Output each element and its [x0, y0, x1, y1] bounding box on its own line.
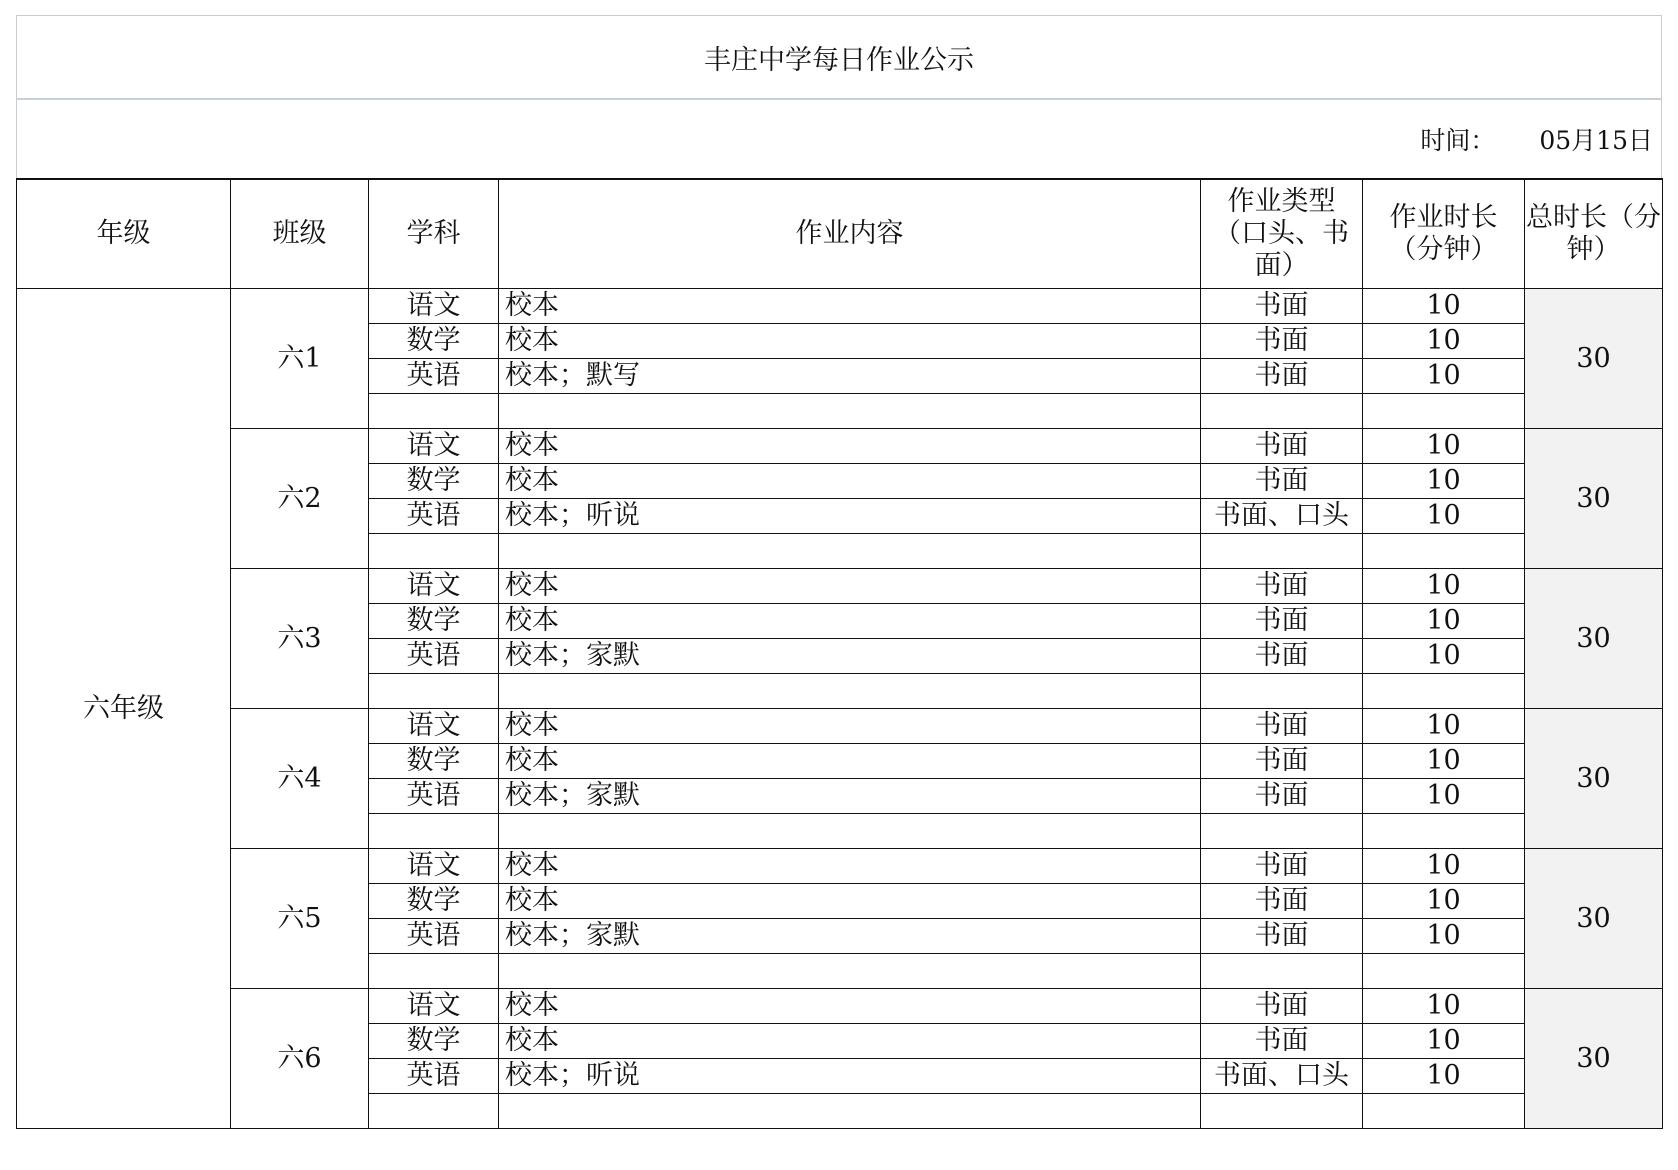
subject-cell: 数学	[369, 884, 499, 919]
type-cell: 书面	[1201, 744, 1363, 779]
content-cell: 校本	[499, 744, 1201, 779]
homework-table	[16, 178, 1663, 1129]
content-cell: 校本	[499, 429, 1201, 464]
total-cell: 30	[1525, 849, 1663, 989]
type-cell: 书面	[1201, 289, 1363, 324]
subject-cell	[369, 674, 499, 709]
header-row	[17, 179, 1663, 289]
duration-cell	[1363, 814, 1525, 849]
subject-cell: 语文	[369, 849, 499, 884]
class-cell: 六6	[231, 989, 369, 1129]
table-row	[17, 429, 1663, 464]
class-cell: 六4	[231, 709, 369, 849]
subject-cell: 数学	[369, 464, 499, 499]
content-cell: 校本	[499, 989, 1201, 1024]
content-cell: 校本；听说	[499, 1059, 1201, 1094]
header-total: 总时长（分钟）	[1525, 179, 1663, 289]
content-cell: 校本	[499, 324, 1201, 359]
duration-cell: 10	[1363, 989, 1525, 1024]
subject-cell: 数学	[369, 324, 499, 359]
header-type: 作业类型（口头、书面）	[1201, 179, 1363, 289]
duration-cell: 10	[1363, 884, 1525, 919]
duration-cell	[1363, 954, 1525, 989]
type-cell: 书面	[1201, 464, 1363, 499]
subject-cell: 英语	[369, 919, 499, 954]
type-cell	[1201, 394, 1363, 429]
table-row	[17, 849, 1663, 884]
duration-cell	[1363, 1094, 1525, 1129]
duration-cell: 10	[1363, 1059, 1525, 1094]
subject-cell: 语文	[369, 709, 499, 744]
total-cell: 30	[1525, 569, 1663, 709]
content-cell: 校本	[499, 1024, 1201, 1059]
content-cell: 校本	[499, 464, 1201, 499]
content-cell	[499, 674, 1201, 709]
grade-cell: 六年级	[17, 289, 231, 1129]
type-cell: 书面	[1201, 359, 1363, 394]
subject-cell	[369, 1094, 499, 1129]
duration-cell: 10	[1363, 289, 1525, 324]
duration-cell: 10	[1363, 744, 1525, 779]
total-cell: 30	[1525, 989, 1663, 1129]
content-cell: 校本；家默	[499, 639, 1201, 674]
type-cell: 书面、口头	[1201, 1059, 1363, 1094]
subject-cell: 语文	[369, 289, 499, 324]
type-cell: 书面	[1201, 989, 1363, 1024]
subject-cell: 英语	[369, 499, 499, 534]
duration-cell: 10	[1363, 639, 1525, 674]
subject-cell	[369, 954, 499, 989]
homework-sheet	[16, 15, 1662, 1129]
subject-cell: 语文	[369, 429, 499, 464]
duration-cell: 10	[1363, 1024, 1525, 1059]
type-cell	[1201, 1094, 1363, 1129]
class-cell: 六3	[231, 569, 369, 709]
content-cell	[499, 954, 1201, 989]
duration-cell: 10	[1363, 849, 1525, 884]
subject-cell: 英语	[369, 779, 499, 814]
class-cell: 六5	[231, 849, 369, 989]
duration-cell: 10	[1363, 569, 1525, 604]
subject-cell	[369, 534, 499, 569]
type-cell: 书面	[1201, 919, 1363, 954]
header-content: 作业内容	[499, 179, 1201, 289]
content-cell: 校本；默写	[499, 359, 1201, 394]
subject-cell: 语文	[369, 989, 499, 1024]
subject-cell: 数学	[369, 744, 499, 779]
duration-cell	[1363, 394, 1525, 429]
subject-cell	[369, 814, 499, 849]
content-cell: 校本	[499, 569, 1201, 604]
content-cell	[499, 814, 1201, 849]
header-subject: 学科	[369, 179, 499, 289]
duration-cell: 10	[1363, 324, 1525, 359]
content-cell	[499, 1094, 1201, 1129]
table-row	[17, 989, 1663, 1024]
duration-cell: 10	[1363, 604, 1525, 639]
type-cell: 书面、口头	[1201, 499, 1363, 534]
subject-cell: 语文	[369, 569, 499, 604]
page-title-text: 丰庄中学每日作业公示	[704, 44, 974, 76]
type-cell	[1201, 534, 1363, 569]
duration-cell: 10	[1363, 709, 1525, 744]
content-cell: 校本	[499, 884, 1201, 919]
table-row	[17, 569, 1663, 604]
content-cell: 校本	[499, 849, 1201, 884]
class-cell: 六2	[231, 429, 369, 569]
duration-cell: 10	[1363, 499, 1525, 534]
type-cell: 书面	[1201, 849, 1363, 884]
content-cell: 校本	[499, 604, 1201, 639]
date-label: 时间：	[1420, 126, 1496, 155]
content-cell	[499, 394, 1201, 429]
date-row	[16, 100, 1662, 178]
date-value: 05月15日	[1539, 126, 1653, 155]
total-cell: 30	[1525, 709, 1663, 849]
content-cell: 校本；家默	[499, 919, 1201, 954]
page-title	[16, 15, 1662, 98]
type-cell: 书面	[1201, 709, 1363, 744]
total-cell: 30	[1525, 289, 1663, 429]
subject-cell: 英语	[369, 1059, 499, 1094]
header-duration: 作业时长（分钟）	[1363, 179, 1525, 289]
type-cell: 书面	[1201, 324, 1363, 359]
type-cell: 书面	[1201, 569, 1363, 604]
type-cell: 书面	[1201, 779, 1363, 814]
subject-cell: 英语	[369, 359, 499, 394]
content-cell	[499, 534, 1201, 569]
content-cell: 校本	[499, 709, 1201, 744]
type-cell: 书面	[1201, 604, 1363, 639]
class-cell: 六1	[231, 289, 369, 429]
content-cell: 校本；听说	[499, 499, 1201, 534]
header-class: 班级	[231, 179, 369, 289]
subject-cell	[369, 394, 499, 429]
content-cell: 校本	[499, 289, 1201, 324]
table-body	[17, 289, 1663, 1129]
table-row	[17, 289, 1663, 324]
type-cell: 书面	[1201, 1024, 1363, 1059]
content-cell: 校本；家默	[499, 779, 1201, 814]
type-cell	[1201, 674, 1363, 709]
subject-cell: 数学	[369, 1024, 499, 1059]
table-row	[17, 709, 1663, 744]
subject-cell: 数学	[369, 604, 499, 639]
duration-cell	[1363, 674, 1525, 709]
duration-cell: 10	[1363, 429, 1525, 464]
type-cell	[1201, 814, 1363, 849]
header-grade: 年级	[17, 179, 231, 289]
type-cell: 书面	[1201, 639, 1363, 674]
duration-cell: 10	[1363, 919, 1525, 954]
type-cell: 书面	[1201, 884, 1363, 919]
total-cell: 30	[1525, 429, 1663, 569]
duration-cell: 10	[1363, 464, 1525, 499]
subject-cell: 英语	[369, 639, 499, 674]
duration-cell: 10	[1363, 359, 1525, 394]
duration-cell: 10	[1363, 779, 1525, 814]
type-cell	[1201, 954, 1363, 989]
duration-cell	[1363, 534, 1525, 569]
type-cell: 书面	[1201, 429, 1363, 464]
